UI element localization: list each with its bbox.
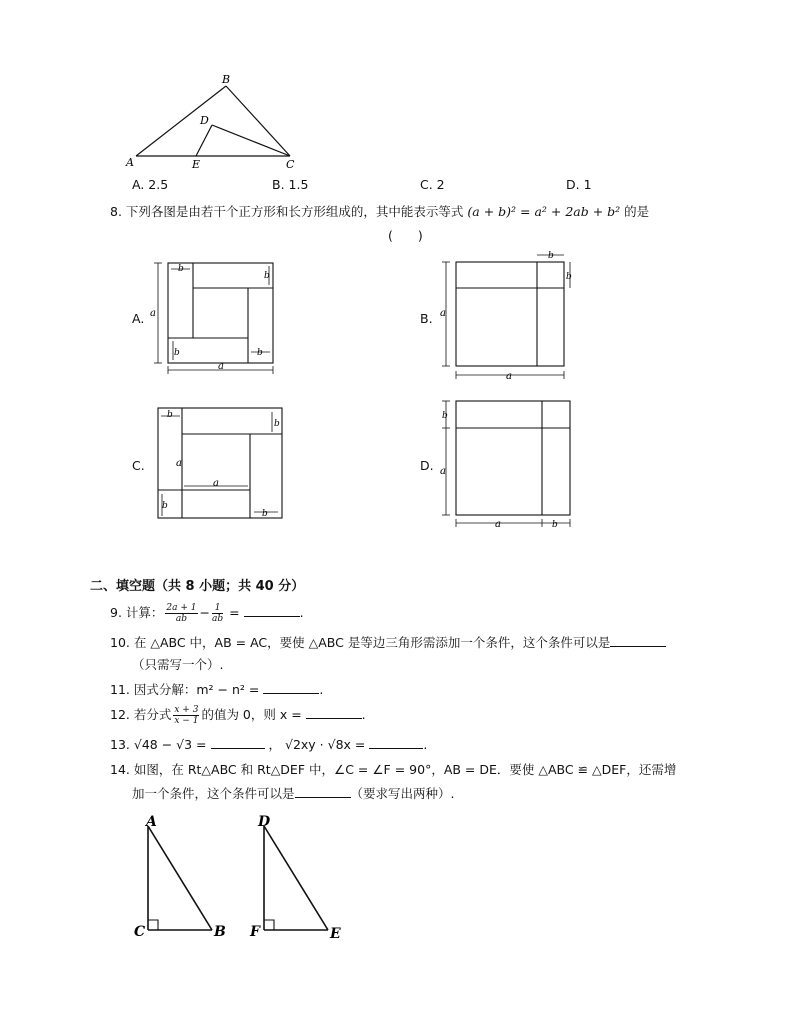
q8-a-dim-b-left: b <box>174 348 180 358</box>
q9-f1-num: 2a + 1 <box>166 603 197 613</box>
q14-label-e: E <box>330 926 341 942</box>
q7-label-a: A <box>126 156 134 169</box>
q9-minus: − <box>199 605 210 620</box>
q14-line2-a: 加一个条件，这个条件可以是 <box>132 786 295 801</box>
q13-part1: 13. √48 − √3 = <box>110 737 207 752</box>
q13-end: . <box>423 737 428 752</box>
q14-label-a: A <box>146 814 157 830</box>
q14-line2 <box>132 784 455 802</box>
q12-f-den: x − 1 <box>174 716 199 726</box>
q9 <box>110 603 304 624</box>
q14-label-b: B <box>214 924 226 940</box>
q7-label-e: E <box>192 158 201 171</box>
q8-formula: (a + b)² = a² + 2ab + b² <box>467 204 621 219</box>
q13-part2: √2xy · √8x = <box>284 737 366 752</box>
q11 <box>110 680 323 698</box>
q12-end: . <box>361 707 366 722</box>
q12-f-num: x + 3 <box>174 705 199 715</box>
q8-stem-text: 8. 下列各图是由若干个正方形和长方形组成的，其中能表示等式 <box>110 204 464 219</box>
q8-c-dim-b-right: b <box>274 419 280 429</box>
q8-c-dim-a-bottom: a <box>213 478 219 489</box>
q11-text: 11. 因式分解：m² − n² = <box>110 682 260 697</box>
q9-f2-num: 1 <box>212 603 223 614</box>
q9-f1-den: ab <box>175 614 188 624</box>
q8-c-dim-b-top: b <box>167 410 173 420</box>
q8-d-dim-b-bottom: b <box>552 520 558 530</box>
q14-label-d: D <box>258 814 271 830</box>
q8-stem <box>110 202 649 220</box>
q8-b-dim-a-bottom: a <box>506 371 512 380</box>
q8-c-dim-b-bottom: b <box>262 509 268 519</box>
q7-option-b: B. 1.5 <box>272 177 309 192</box>
q8-a-dim-a-left: a <box>150 308 156 319</box>
q9-fraction-2 <box>212 603 223 624</box>
q8-figure-d <box>440 396 590 530</box>
q8-d-dim-b-left: b <box>442 411 448 421</box>
q7-label-c: C <box>286 158 295 171</box>
q8-d-dim-a-left: a <box>440 466 446 477</box>
q10-text: 10. 在 △ABC 中，AB = AC，要使 △ABC 是等边三角形需添加一个条件，这个条件可以是 <box>110 635 611 650</box>
q8-figure-a <box>150 258 290 376</box>
q7-option-a: A. 2.5 <box>132 177 169 192</box>
q14-line1: 14. 如图，在 Rt△ABC 和 Rt△DEF 中，∠C = ∠F = 90°，AB = DE．要使 △ABC ≌ △DEF，还需增 <box>110 762 677 777</box>
q12-mid: 的值为 0，则 x = <box>201 707 302 722</box>
q10-line2: （只需写一个）. <box>132 657 224 672</box>
q8-option-d-label: D. <box>420 458 434 473</box>
q9-fraction-1 <box>165 603 197 624</box>
q8-c-dim-a-left: a <box>176 458 182 469</box>
q9-eq: = <box>229 605 240 620</box>
q10-answer-blank[interactable] <box>610 635 666 647</box>
q12-prefix: 12. 若分式 <box>110 707 172 722</box>
q8-a-dim-b-bottom: b <box>257 348 263 358</box>
q13-answer-blank-1[interactable] <box>211 737 265 749</box>
q9-f2-den: ab <box>211 614 224 624</box>
q8-a-dim-b-top: b <box>178 264 184 274</box>
q8-figure-c <box>150 402 290 526</box>
q12-fraction <box>173 705 199 726</box>
q14-line2-b: （要求写出两种）. <box>350 786 455 801</box>
q8-b-dim-a-left: a <box>440 308 446 319</box>
q8-stem-end: 的是 <box>624 204 650 219</box>
q8-option-a-label: A. <box>132 311 145 326</box>
q8-a-dim-b-right: b <box>264 271 270 281</box>
q7-triangle-figure <box>118 72 308 172</box>
q8-c-dim-b-left: b <box>162 501 168 511</box>
q7-label-b: B <box>222 73 231 86</box>
q8-d-dim-a-bottom: a <box>495 519 501 530</box>
q8-option-b-label: B. <box>420 311 433 326</box>
q8-option-c-label: C. <box>132 458 145 473</box>
q13-sep: ， <box>268 737 281 752</box>
q8-answer-paren: ( ) <box>388 228 423 243</box>
q8-b-dim-b-right: b <box>566 272 572 282</box>
q14-label-c: C <box>134 924 146 940</box>
q12 <box>110 705 366 726</box>
q9-end: . <box>299 605 304 620</box>
section-title: 二、填空题（共 8 小题；共 40 分） <box>90 579 305 594</box>
q7-option-c: C. 2 <box>420 177 445 192</box>
q8-b-dim-b-top: b <box>548 251 554 261</box>
q14-label-f: F <box>250 924 260 940</box>
q8-a-dim-a-bottom: a <box>218 361 224 372</box>
q13-answer-blank-2[interactable] <box>369 737 423 749</box>
q9-answer-blank[interactable] <box>244 605 300 617</box>
q13 <box>110 735 427 753</box>
q12-answer-blank[interactable] <box>306 707 362 719</box>
q11-end: . <box>319 682 324 697</box>
q7-label-d: D <box>200 114 209 127</box>
q10-line1 <box>110 633 666 651</box>
q11-answer-blank[interactable] <box>263 682 319 694</box>
q9-prefix: 9. 计算： <box>110 605 164 620</box>
q8-figure-b <box>440 248 590 380</box>
q7-option-d: D. 1 <box>566 177 592 192</box>
q14-triangles-figure <box>130 812 370 944</box>
q14-answer-blank[interactable] <box>295 786 351 798</box>
